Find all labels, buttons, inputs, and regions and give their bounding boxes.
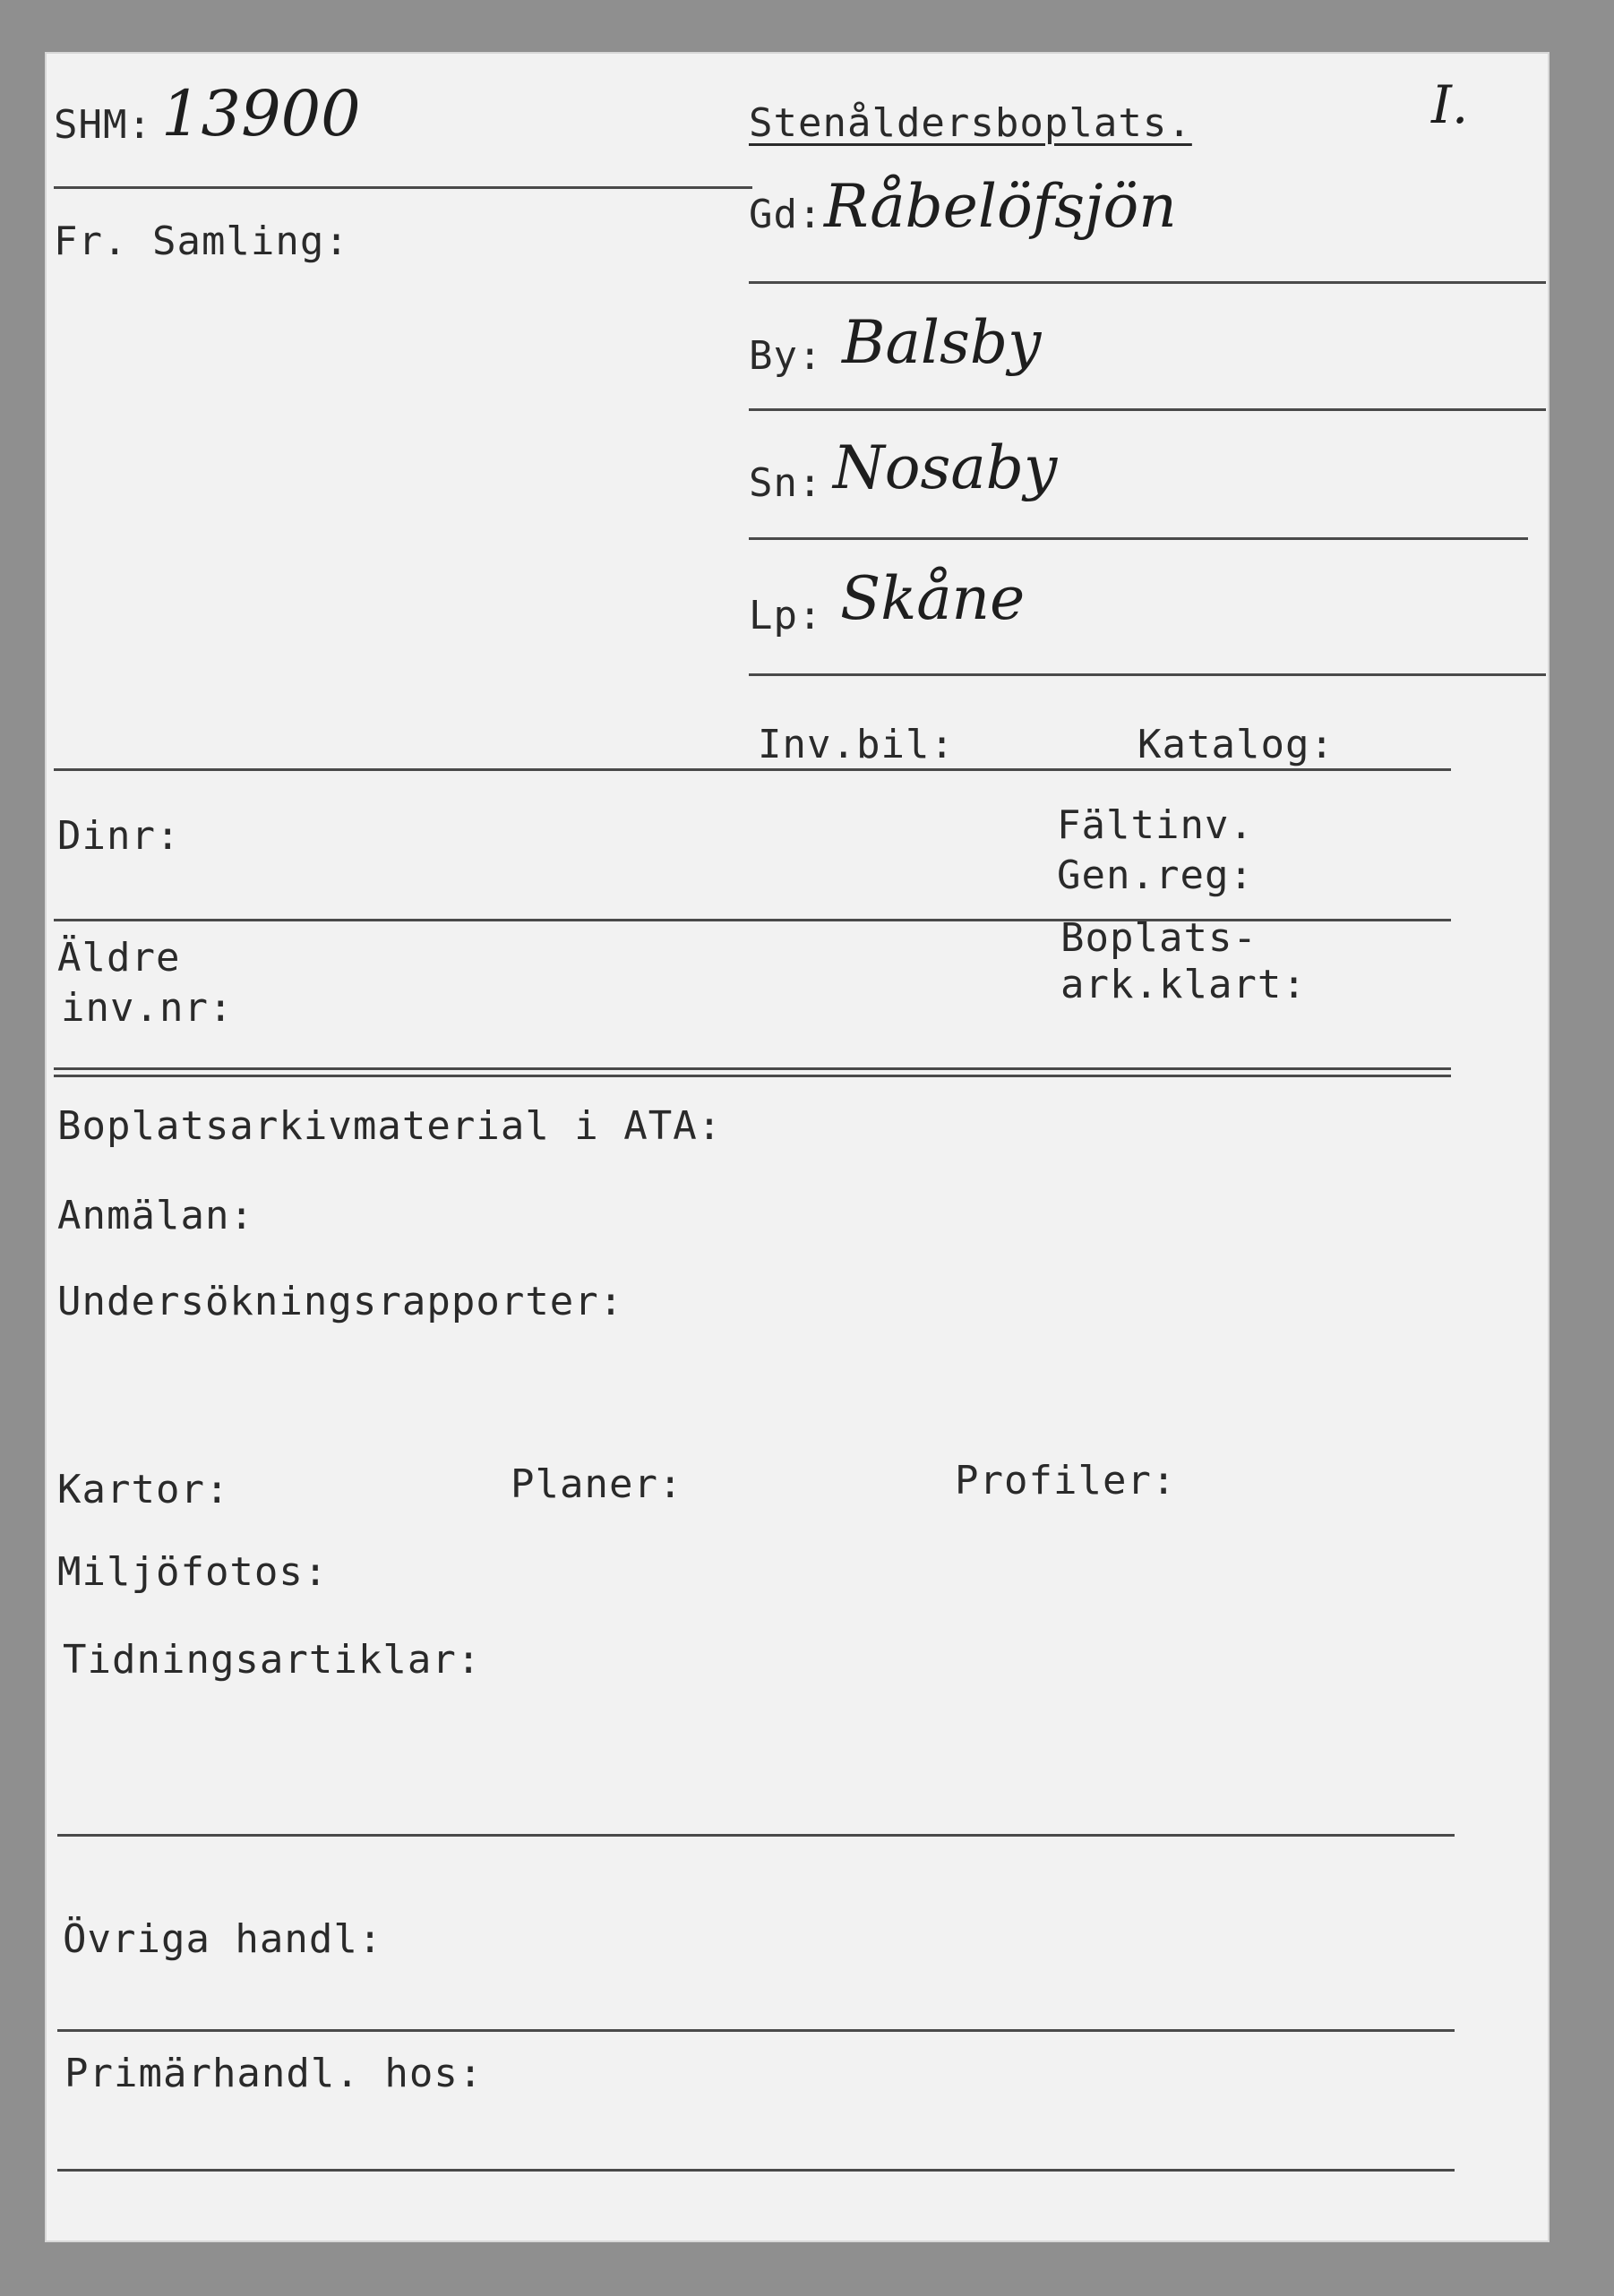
- lp-label: Lp:: [749, 593, 823, 638]
- inv-nr-label: inv.nr:: [61, 985, 234, 1031]
- divider: [54, 186, 752, 189]
- divider: [54, 768, 1451, 771]
- sn-label: Sn:: [749, 460, 823, 506]
- inv-bil-label: Inv.bil:: [758, 722, 955, 767]
- genreg-label: Gen.reg:: [1057, 852, 1254, 898]
- gd-value: Råbelöfsjön: [824, 172, 1177, 241]
- divider: [749, 408, 1546, 411]
- divider: [57, 2169, 1455, 2172]
- aldre-label: Äldre: [57, 935, 181, 981]
- lp-value: Skåne: [840, 564, 1026, 633]
- fr-samling-label: Fr. Samling:: [54, 218, 349, 264]
- boplatsarkiv-label: Boplatsarkivmaterial i ATA:: [57, 1103, 723, 1149]
- profiler-label: Profiler:: [955, 1458, 1177, 1504]
- divider: [54, 1075, 1451, 1077]
- tidningsartiklar-label: Tidningsartiklar:: [63, 1637, 482, 1683]
- shm-number: 13900: [161, 77, 361, 150]
- primarhandl-label: Primärhandl. hos:: [64, 2051, 484, 2096]
- ark-klart-label: ark.klart:: [1060, 962, 1307, 1007]
- catalog-card: [45, 52, 1550, 2242]
- shm-label: SHM:: [54, 102, 152, 148]
- anmalan-label: Anmälan:: [57, 1193, 254, 1238]
- boplats-label: Boplats-: [1060, 915, 1258, 961]
- gd-label: Gd:: [749, 192, 823, 237]
- divider: [57, 2029, 1455, 2032]
- kartor-label: Kartor:: [57, 1467, 230, 1512]
- divider: [54, 1067, 1451, 1070]
- by-label: By:: [749, 333, 823, 379]
- undersokningsrapporter-label: Undersökningsrapporter:: [57, 1279, 624, 1324]
- divider: [749, 537, 1528, 540]
- faltinv-label: Fältinv.: [1057, 802, 1254, 848]
- ovriga-handl-label: Övriga handl:: [63, 1916, 383, 1962]
- divider: [749, 673, 1546, 676]
- card-heading: Stenåldersboplats.: [749, 100, 1192, 146]
- divider: [57, 1834, 1455, 1837]
- divider: [749, 281, 1546, 284]
- katalog-label: Katalog:: [1138, 722, 1335, 767]
- by-value: Balsby: [842, 308, 1042, 377]
- planer-label: Planer:: [511, 1461, 683, 1507]
- sn-value: Nosaby: [833, 433, 1058, 502]
- miljofotos-label: Miljöfotos:: [57, 1549, 329, 1595]
- dinr-label: Dinr:: [57, 813, 181, 859]
- roman-numeral: I.: [1431, 74, 1469, 135]
